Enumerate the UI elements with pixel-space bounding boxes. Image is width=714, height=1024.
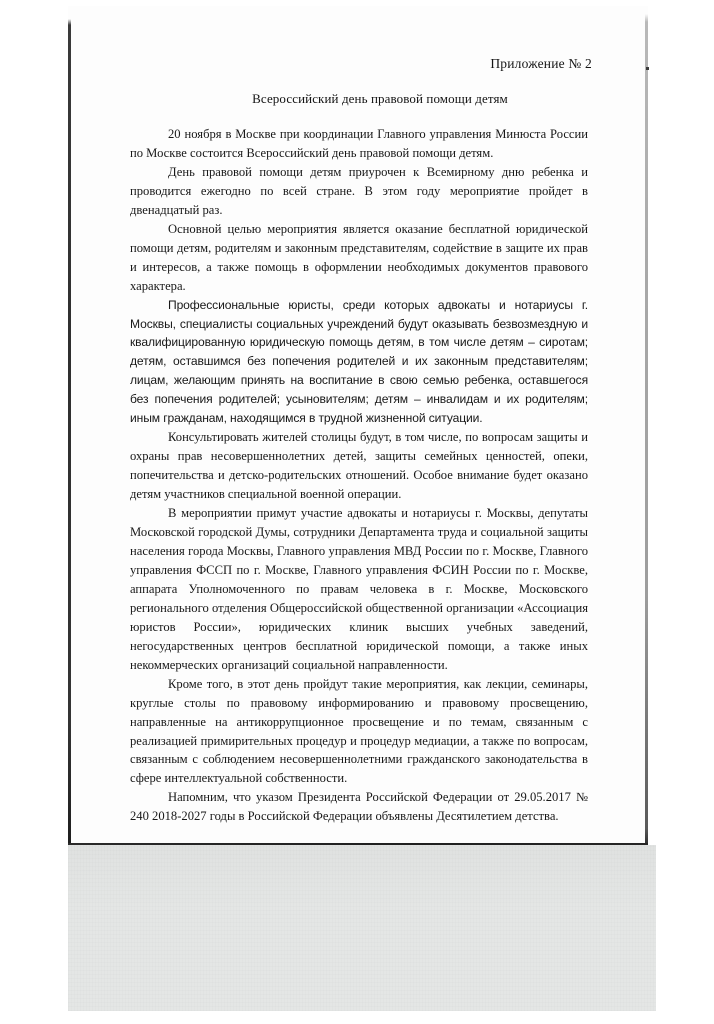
paragraph: Напомним, что указом Президента Российской Федерации от 29.05.2017 № 240 2018-2027 годы в Российской Федерации объявлены Десятилетием детства. [130, 790, 588, 824]
scanner-bed-region [68, 845, 656, 1011]
paragraph: Консультировать жителей столицы будут, в том числе, по вопросам защиты и охраны прав несовершеннолетних детей, защиты семейных ценностей, опеки, попечительства и детско-родительских отношений. Особое внимание будет оказано детям участников специальной военной операции. [130, 430, 588, 502]
document-body [68, 6, 648, 846]
annex-label: Приложение № 2 [490, 56, 592, 71]
paragraph: День правовой помощи детям приурочен к Всемирному дню ребенка и проводится ежегодно по всей стране. В этом году мероприятие пройдет в двенадцатый раз. [130, 164, 588, 217]
paragraph: Основной целью мероприятия является оказание бесплатной юридической помощи детям, родителям и законным представителям, содействие в защите их прав и интересов, а также помощь в оформлении необходимых документов правового характера. [130, 221, 588, 293]
paragraph: Профессиональные юристы, среди которых адвокаты и нотариусы г. Москвы, специалисты социальных учреждений будут оказывать безвозмездную и квалифицированную юридическую помощь детям, в том числе детям – сиротам; детям, оставшимся без попечения родителей и их законным представителям; лицам, желающим принять на воспитание в свою семью ребенка, оставшегося без попечения родителей; усыновителям; детям – инвалидам и их родителям; иным гражданам, находящимся в трудной жизненной ситуации. [130, 297, 588, 426]
paragraph: В мероприятии примут участие адвокаты и нотариусы г. Москвы, депутаты Московской городской Думы, сотрудники Департамента труда и социальной защиты населения города Москвы, Главного управления МВД России по г. Москве, Главного управления ФССП по г. Москве, Главного управления ФСИН России по г. Москве, аппарата Уполномоченного по правам человека в г. Москве, Московского регионального отделения Общероссийской общественной организации «Ассоциация юристов России», юридических клиник высших учебных заведений, негосударственных центров бесплатной юридической помощи, а также иных некоммерческих организаций социальной направленности. [130, 506, 588, 672]
document-text-block [130, 125, 588, 826]
paragraph: Кроме того, в этот день пройдут такие мероприятия, как лекции, семинары, круглые столы по правовому информированию и правовому просвещению, направленные на антикоррупционное просвещение и по темам, связанным с реализацией примирительных процедур и процедур медиации, а также по вопросам, связанным с соблюдением несовершеннолетними гражданского законодательства в сфере интеллектуальной собственности. [130, 676, 588, 786]
document-title: Всероссийский день правовой помощи детям [252, 91, 508, 106]
paragraph: 20 ноября в Москве при координации Главного управления Минюста России по Москве состоится Всероссийский день правовой помощи детям. [130, 127, 588, 160]
